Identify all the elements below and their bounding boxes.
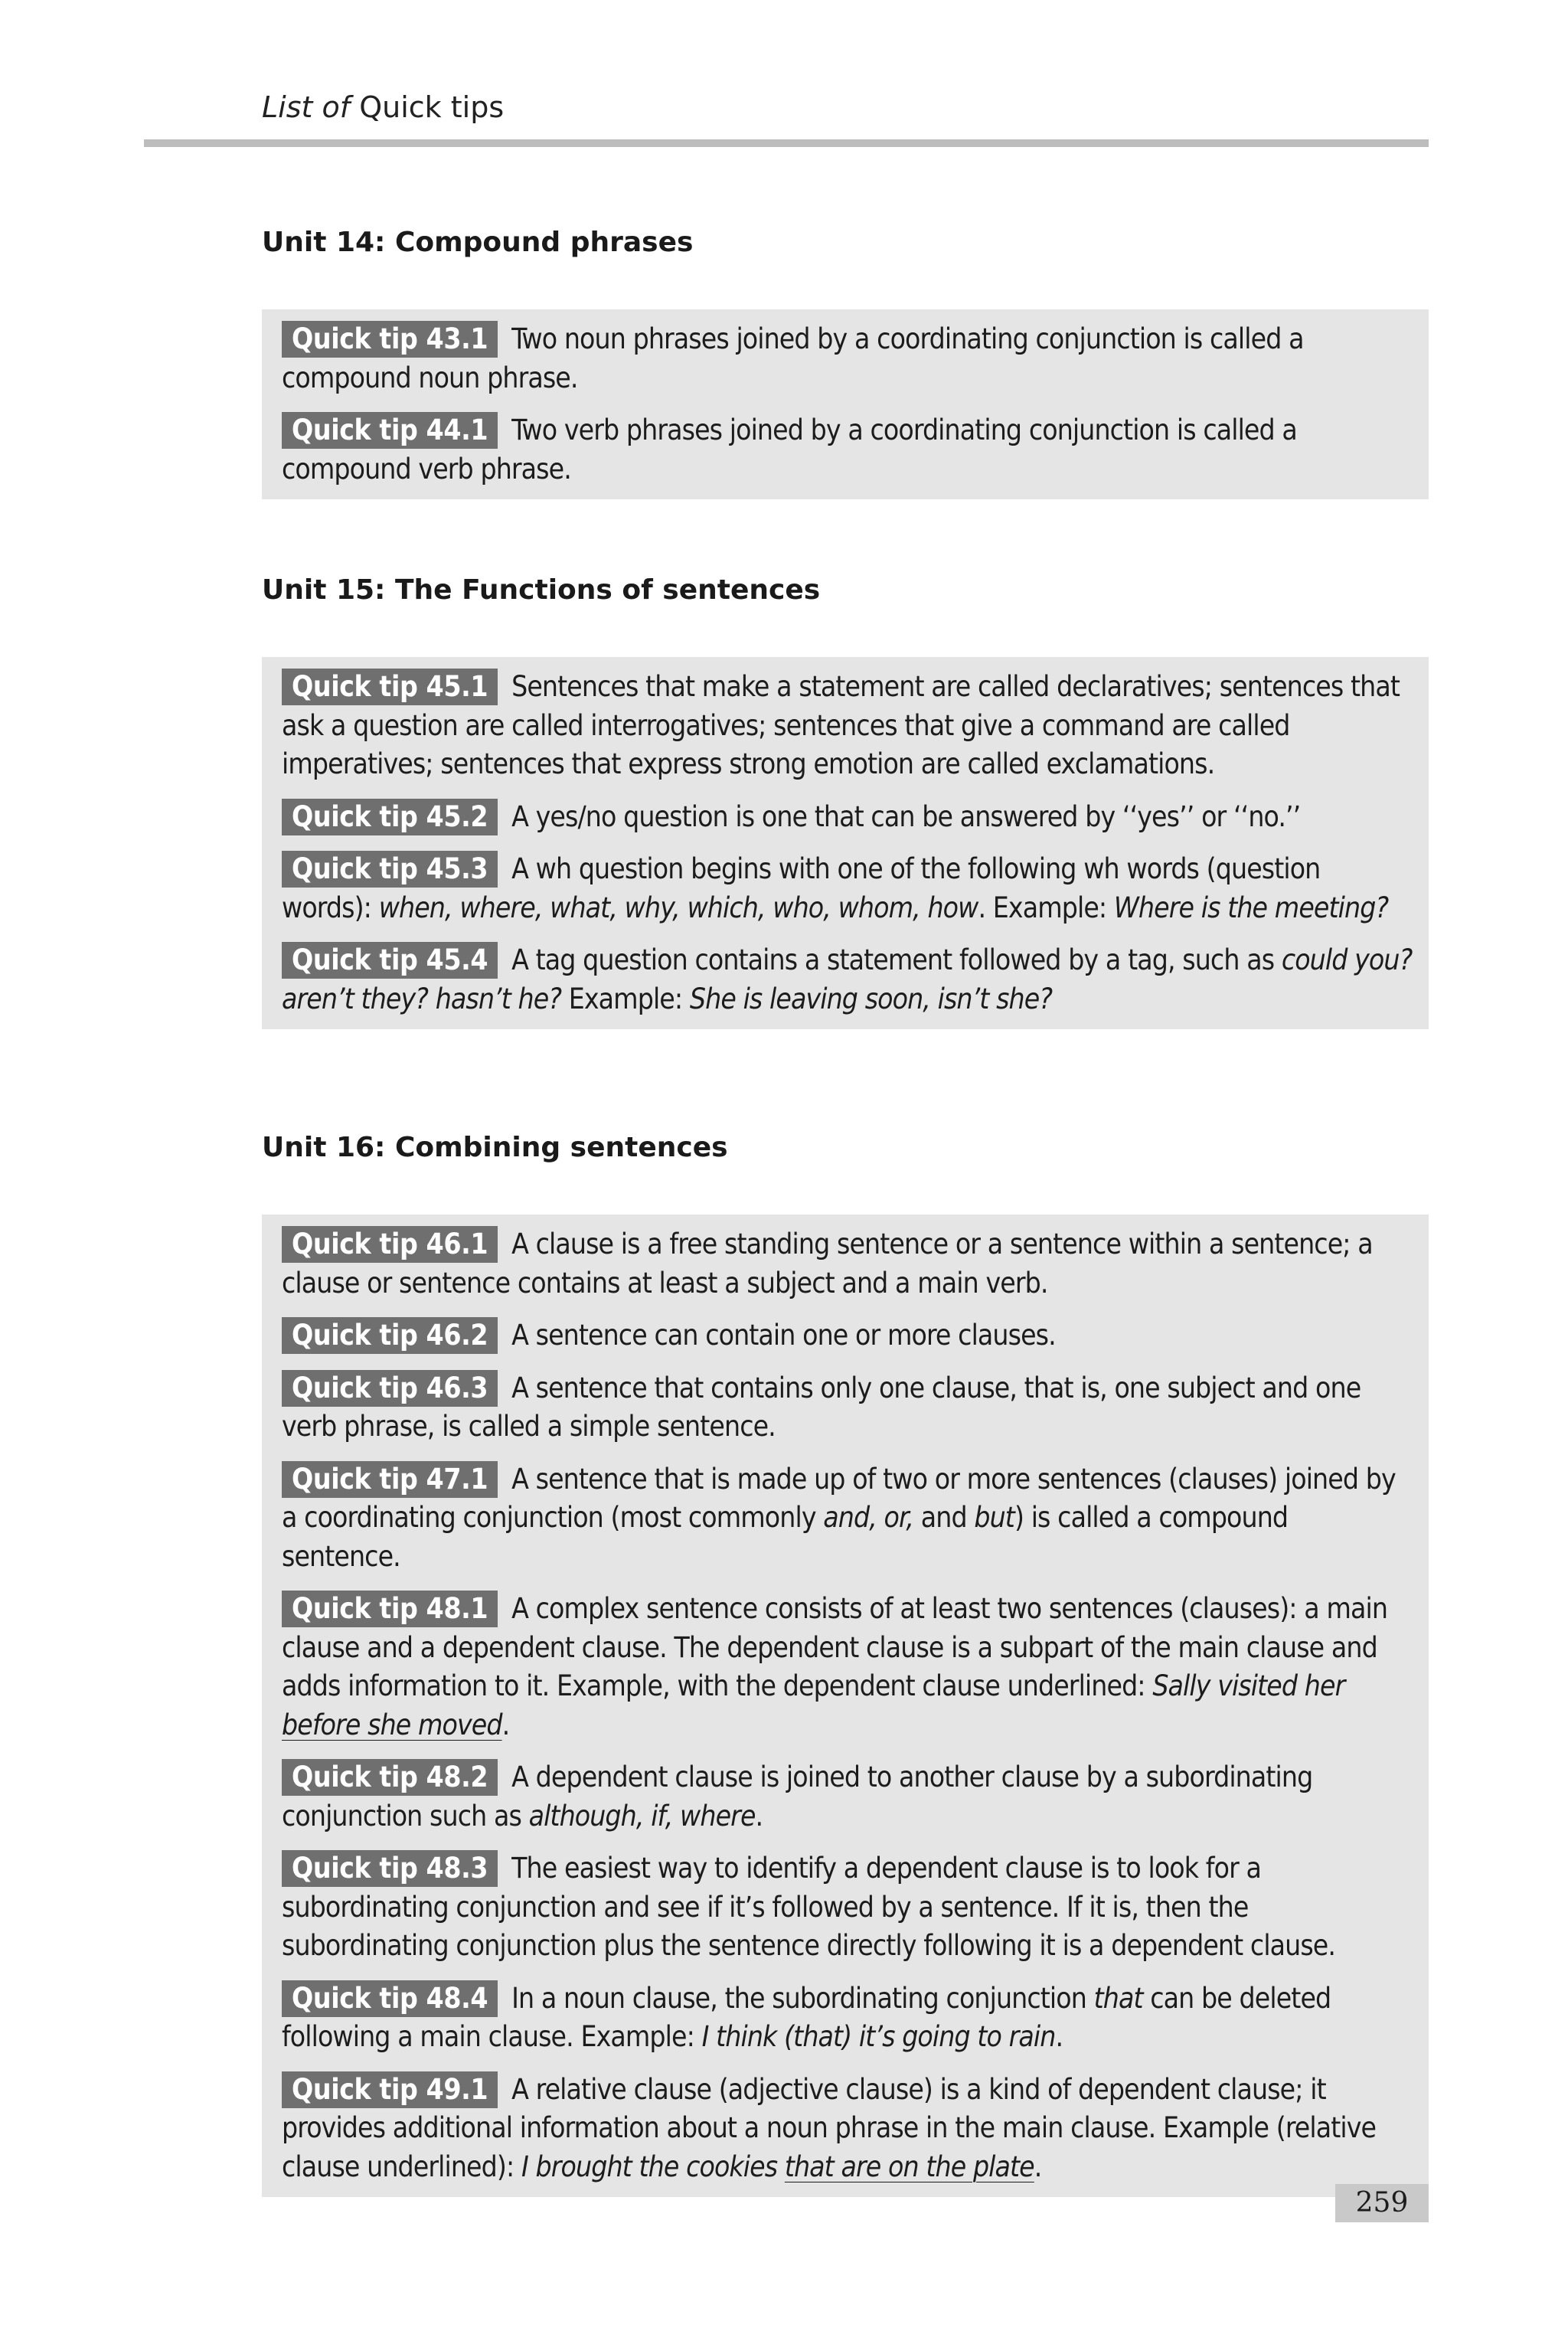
quick-tip-label: Quick tip 48.2 — [282, 1759, 498, 1796]
quick-tip-label: Quick tip 46.2 — [282, 1317, 498, 1354]
quick-tip-label: Quick tip 44.1 — [282, 412, 498, 449]
tip-text-italic: when, where, what, why, which, who, whom, how — [378, 891, 978, 924]
quick-tip — [282, 850, 1413, 927]
tip-text-italic: Where is the meeting? — [1113, 891, 1389, 924]
tip-text-part: . Example: — [978, 891, 1114, 924]
quick-tip — [282, 1225, 1413, 1303]
quick-tip — [282, 411, 1413, 489]
quick-tip-label: Quick tip 45.3 — [282, 851, 498, 888]
tip-text-part: In a noun clause, the subordinating conjunction — [511, 1981, 1094, 2015]
quick-tip-text: A sentence can contain one or more clauses. — [511, 1319, 1056, 1352]
quick-tip-text: The easiest way to identify a dependent clause is to look for a subordinating conjunction and see if it’s followed by a sentence. If it is, then the subordinating conjunction plus the sentence directly following it is a dependent clause. — [282, 1852, 1336, 1962]
quick-tip — [282, 1590, 1413, 1744]
quick-tip-label: Quick tip 46.1 — [282, 1226, 498, 1263]
tip-text-italic: but — [974, 1501, 1014, 1534]
running-head-title: Quick tips — [359, 90, 505, 124]
running-head — [262, 90, 504, 124]
tip-text-part: . — [1055, 2020, 1063, 2053]
tip-text-part: and — [913, 1501, 975, 1534]
tip-text-part: A dependent clause is joined to another clause by a subordinating conjunction such as — [282, 1761, 1313, 1833]
unit-heading: Unit 14: Compound phrases — [262, 227, 694, 258]
quick-tip-text: A sentence that contains only one clause, that is, one subject and one verb phrase, is called a simple sentence. — [282, 1371, 1361, 1443]
quick-tip-label: Quick tip 48.1 — [282, 1591, 498, 1627]
quick-tip — [282, 1369, 1413, 1447]
tip-text-italic: She is leaving soon, isn’t she? — [689, 982, 1053, 1015]
quick-tips-box — [262, 657, 1429, 1029]
quick-tip-label: Quick tip 47.1 — [282, 1461, 498, 1498]
tip-text-italic: could you? aren’t they? hasn’t he? — [282, 943, 1413, 1015]
quick-tip-label: Quick tip 45.4 — [282, 942, 498, 979]
quick-tip-text: A clause is a free standing sentence or a sentence within a sentence; a clause or sentence contains at least a subject and a main verb. — [282, 1228, 1373, 1300]
quick-tip — [282, 1758, 1413, 1836]
header-rule — [144, 139, 1429, 147]
tip-text-italic: I brought the cookies — [521, 2150, 785, 2183]
tip-text-italic: Sally visited her — [1152, 1669, 1345, 1702]
quick-tip — [282, 1980, 1413, 2057]
quick-tip-label: Quick tip 48.3 — [282, 1850, 498, 1887]
unit-heading: Unit 16: Combining sentences — [262, 1132, 728, 1163]
tip-text-part: A wh question begins with one of the following wh words (question words): — [282, 852, 1321, 924]
tip-text-part: ) is called a compound sentence. — [282, 1501, 1289, 1573]
tip-text-part: A tag question contains a statement followed by a tag, such as — [511, 943, 1282, 976]
quick-tip-label: Quick tip 43.1 — [282, 321, 498, 358]
tip-text-part: A sentence that is made up of two or more sentences (clauses) joined by a coordinating conjunction (most commonly — [282, 1462, 1396, 1534]
quick-tip-text: Sentences that make a statement are called declaratives; sentences that ask a question are called interrogatives; sentences that give a command are called imperatives; sentences that express strong emotion are called exclamations. — [282, 670, 1400, 780]
quick-tip-label: Quick tip 46.3 — [282, 1370, 498, 1407]
underlined-relative-clause: that are on the plate — [784, 2150, 1034, 2183]
quick-tip — [282, 2071, 1413, 2187]
tip-text-italic: although, if, where — [528, 1799, 756, 1833]
tip-text-part: A relative clause (adjective clause) is a kind of dependent clause; it provides additional information about a noun phrase in the main clause. Example (relative clause underlined): — [282, 2072, 1377, 2183]
quick-tip — [282, 1460, 1413, 1577]
tip-text-italic: and, or, — [823, 1501, 914, 1534]
quick-tip — [282, 941, 1413, 1018]
unit-heading: Unit 15: The Functions of sentences — [262, 574, 821, 606]
quick-tip — [282, 668, 1413, 784]
quick-tip-text: A yes/no question is one that can be answered by ‘‘yes’’ or ‘‘no.’’ — [511, 799, 1301, 833]
quick-tip-label: Quick tip 45.2 — [282, 799, 498, 835]
quick-tips-box — [262, 309, 1429, 499]
quick-tips-box — [262, 1215, 1429, 2197]
quick-tip-text: Two noun phrases joined by a coordinating conjunction is called a compound noun phrase. — [282, 322, 1304, 394]
quick-tip-label: Quick tip 48.4 — [282, 1980, 498, 2017]
quick-tip — [282, 798, 1413, 837]
tip-text-part: A complex sentence consists of at least two sentences (clauses): a main clause and a dependent clause. The dependent clause is a subpart of the main clause and adds information to it. Example, with the dependent clause underlined: — [282, 1592, 1388, 1702]
quick-tip — [282, 320, 1413, 397]
quick-tip-label: Quick tip 49.1 — [282, 2071, 498, 2108]
tip-text-italic: that — [1093, 1981, 1143, 2015]
quick-tip-label: Quick tip 45.1 — [282, 669, 498, 705]
quick-tip-text: Two verb phrases joined by a coordinating conjunction is called a compound verb phrase. — [282, 414, 1297, 486]
tip-text-part: Example: — [561, 982, 690, 1015]
tip-text-italic: I think (that) it’s going to rain — [701, 2020, 1056, 2053]
tip-text-part: . — [501, 1708, 510, 1741]
quick-tip — [282, 1849, 1413, 1966]
quick-tip — [282, 1316, 1413, 1355]
page-number: 259 — [1335, 2184, 1429, 2222]
tip-text-part: can be deleted following a main clause. Example: — [282, 1981, 1331, 2053]
underlined-dependent-clause: before she moved — [282, 1708, 502, 1741]
tip-text-part: . — [755, 1799, 763, 1833]
running-head-prefix: List of — [262, 90, 351, 124]
tip-text-part: . — [1034, 2150, 1042, 2183]
